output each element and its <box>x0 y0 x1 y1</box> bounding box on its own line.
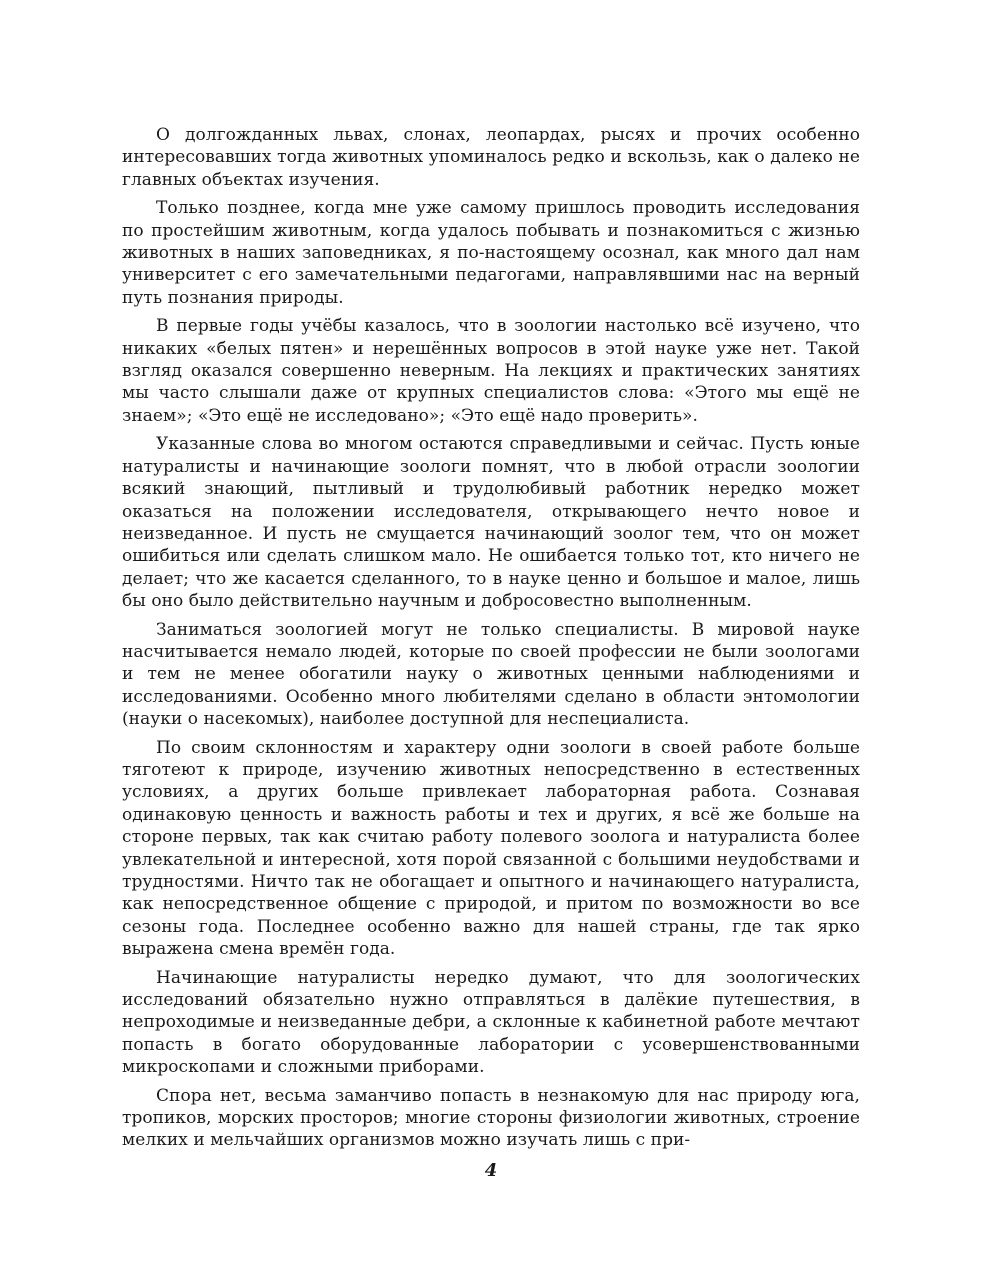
paragraph-3: В первые годы учёбы казалось, что в зоологии настолько всё изучено, что никаких «белых пятен» и нерешённых вопросов в этой науке уже нет. Такой взгляд оказался совершенно неверным. На лекциях и практических занятиях мы часто слышали даже от крупных специалистов слова: «Этого мы ещё не знаем»; «Это ещё не исследовано»; «Это ещё надо проверить». <box>122 316 860 426</box>
paragraph-7: Начинающие натуралисты нередко думают, что для зоологических исследований обязательно нужно отправляться в далёкие путешествия, в непроходимые и неизведанные дебри, а склонные к кабинетной работе мечтают попасть в богато оборудованные лаборатории с усовершенствованными микроскопами и сложными приборами. <box>122 967 860 1078</box>
paragraph-5: Заниматься зоологией могут не только специалисты. В мировой науке насчитывается немало людей, которые по своей профессии не были зоологами и тем не менее обогатили науку о животных ценными наблюдениями и исследованиями. Особенно много любителями сделано в области энтомологии (науки о насекомых), наиболее доступной для неспециалиста. <box>122 619 860 730</box>
paragraph-1: О долгожданных львах, слонах, леопардах, рысях и прочих особенно интересовавших тогда животных упоминалось редко и вскользь, как о далеко не главных объектах изучения. <box>122 125 860 190</box>
paragraph-2: Только позднее, когда мне уже самому пришлось проводить исследования по простейшим животным, когда удалось побывать и познакомиться с жизнью животных в наших заповедниках, я по-настоящему осознал, как много дал нам университет с его замечательными педагогами, направлявшими нас на верный путь познания природы. <box>122 198 860 308</box>
paragraph-4: Указанные слова во многом остаются справедливыми и сейчас. Пусть юные натуралисты и начинающие зоологи помнят, что в любой отрасли зоологии всякий знающий, пытливый и трудолюбивый работник нередко может оказаться на положении исследователя, открывающего нечто новое и неизведанное. И пусть не смущается начинающий зоолог тем, что он может ошибиться или сделать слишком мало. Не ошибается только тот, кто ничего не делает; что же касается сделанного, то в науке ценно и большое и малое, лишь бы оно было действительно научным и добросовестно выполненным. <box>122 434 860 612</box>
paragraph-6: По своим склонностям и характеру одни зоологи в своей работе больше тяготеют к природе, изучению животных непосредственно в естественных условиях, а других больше привлекает лабораторная работа. Сознавая одинаковую ценность и важность работы и тех и других, я всё же больше на стороне первых, так как считаю работу полевого зоолога и натуралиста более увлекательной и интересной, хотя порой связанной с большими неудобствами и трудностями. Ничто так не обогащает и опытного и начинающего натуралиста, как непосредственное общение с природой, и притом по возможности во все сезоны года. Последнее особенно важно для нашей страны, где так ярко выражена смена времён года. <box>122 737 860 960</box>
page-body <box>122 124 860 1158</box>
paragraph-8: Спора нет, весьма заманчиво попасть в незнакомую для нас природу юга, тропиков, морских просторов; многие стороны физиологии животных, строение мелких и мельчайших организмов можно изучать лишь с при- <box>122 1085 860 1151</box>
page-number: 4 <box>484 1160 498 1181</box>
